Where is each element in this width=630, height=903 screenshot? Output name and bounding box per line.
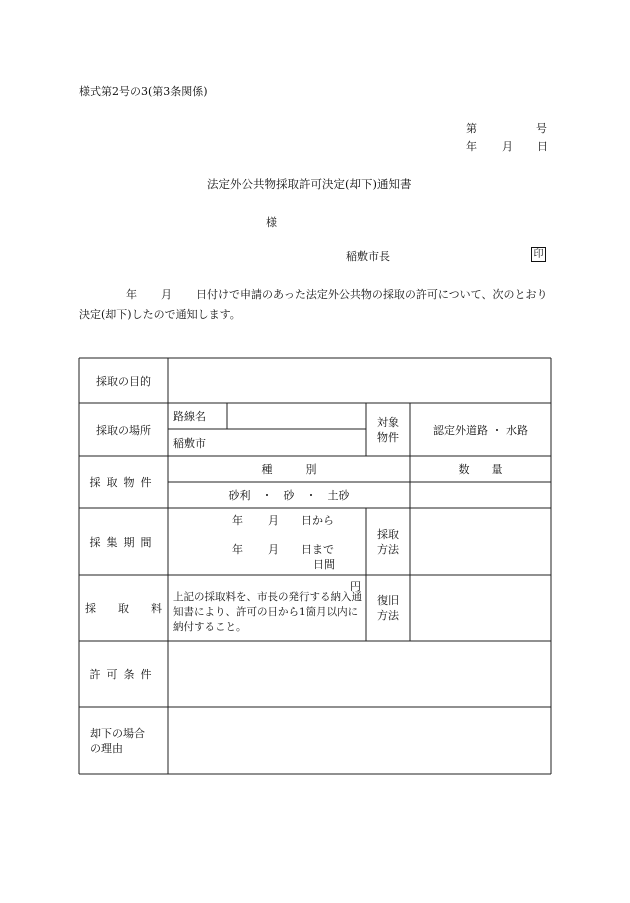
restore-value[interactable] (410, 575, 551, 641)
issuer-name: 稲敷市長 (346, 250, 390, 263)
route-name-value[interactable] (227, 403, 366, 429)
date-day: 日 (537, 140, 548, 153)
period-to-year: 年 (232, 543, 243, 556)
date-year: 年 (466, 140, 477, 153)
document-number-suffix: 号 (536, 122, 547, 135)
period-to-month: 月 (268, 543, 279, 556)
conditions-label: 許可条件 (89, 668, 158, 681)
period-days: 日間 (313, 558, 335, 571)
quantity-header: 数 量 (458, 463, 503, 476)
route-name-label: 路線名 (173, 410, 206, 423)
conditions-value[interactable] (168, 641, 551, 707)
purpose-label: 採取の目的 (96, 374, 151, 388)
method-value[interactable] (410, 508, 551, 575)
reject-reason-label: 却下の場合 の理由 (90, 726, 145, 755)
fee-instructions: 上記の採取料を、市長の発行する納入通知書により、許可の日から1箇月以内に納付すること。 (173, 591, 362, 633)
body-year: 年 (126, 288, 137, 301)
quantity-value[interactable] (410, 482, 551, 508)
period-from-year: 年 (232, 514, 243, 527)
date-month: 月 (502, 140, 513, 153)
seal-mark: 印 (531, 247, 546, 262)
city-name: 稲敷市 (173, 436, 206, 450)
document-number-prefix: 第 (466, 122, 477, 135)
method-label: 採取 方法 (377, 527, 399, 556)
body-month: 月 (161, 288, 172, 301)
period-to-day: 日まで (301, 543, 334, 556)
form-number: 様式第2号の3(第3条関係) (79, 85, 208, 98)
purpose-value[interactable] (168, 358, 551, 403)
fee-yen: 円 (350, 580, 361, 593)
place-label: 採取の場所 (96, 423, 151, 437)
period-label: 採集期間 (89, 535, 158, 549)
period-from-month: 月 (268, 514, 279, 527)
reject-reason-value[interactable] (168, 707, 551, 774)
target-label: 対象 物件 (377, 415, 399, 444)
page-title: 法定外公共物採取許可決定(却下)通知書 (207, 177, 412, 191)
period-from-day: 日から (301, 514, 334, 527)
kind-header: 種 別 (261, 463, 317, 476)
fee-label: 採 取 料 (85, 602, 162, 615)
items-label: 採取物件 (89, 476, 158, 489)
target-value: 認定外道路 ・ 水路 (433, 423, 528, 437)
notice-body (79, 285, 551, 325)
kind-options: 砂利 ・ 砂 ・ 土砂 (228, 489, 350, 502)
addressee-honorific: 様 (266, 216, 277, 229)
restore-label: 復旧 方法 (377, 594, 399, 622)
body-text: 日付けで申請のあった法定外公共物の採取の許可について、次のとおり決定(却下)したので通知します。 (79, 288, 548, 321)
